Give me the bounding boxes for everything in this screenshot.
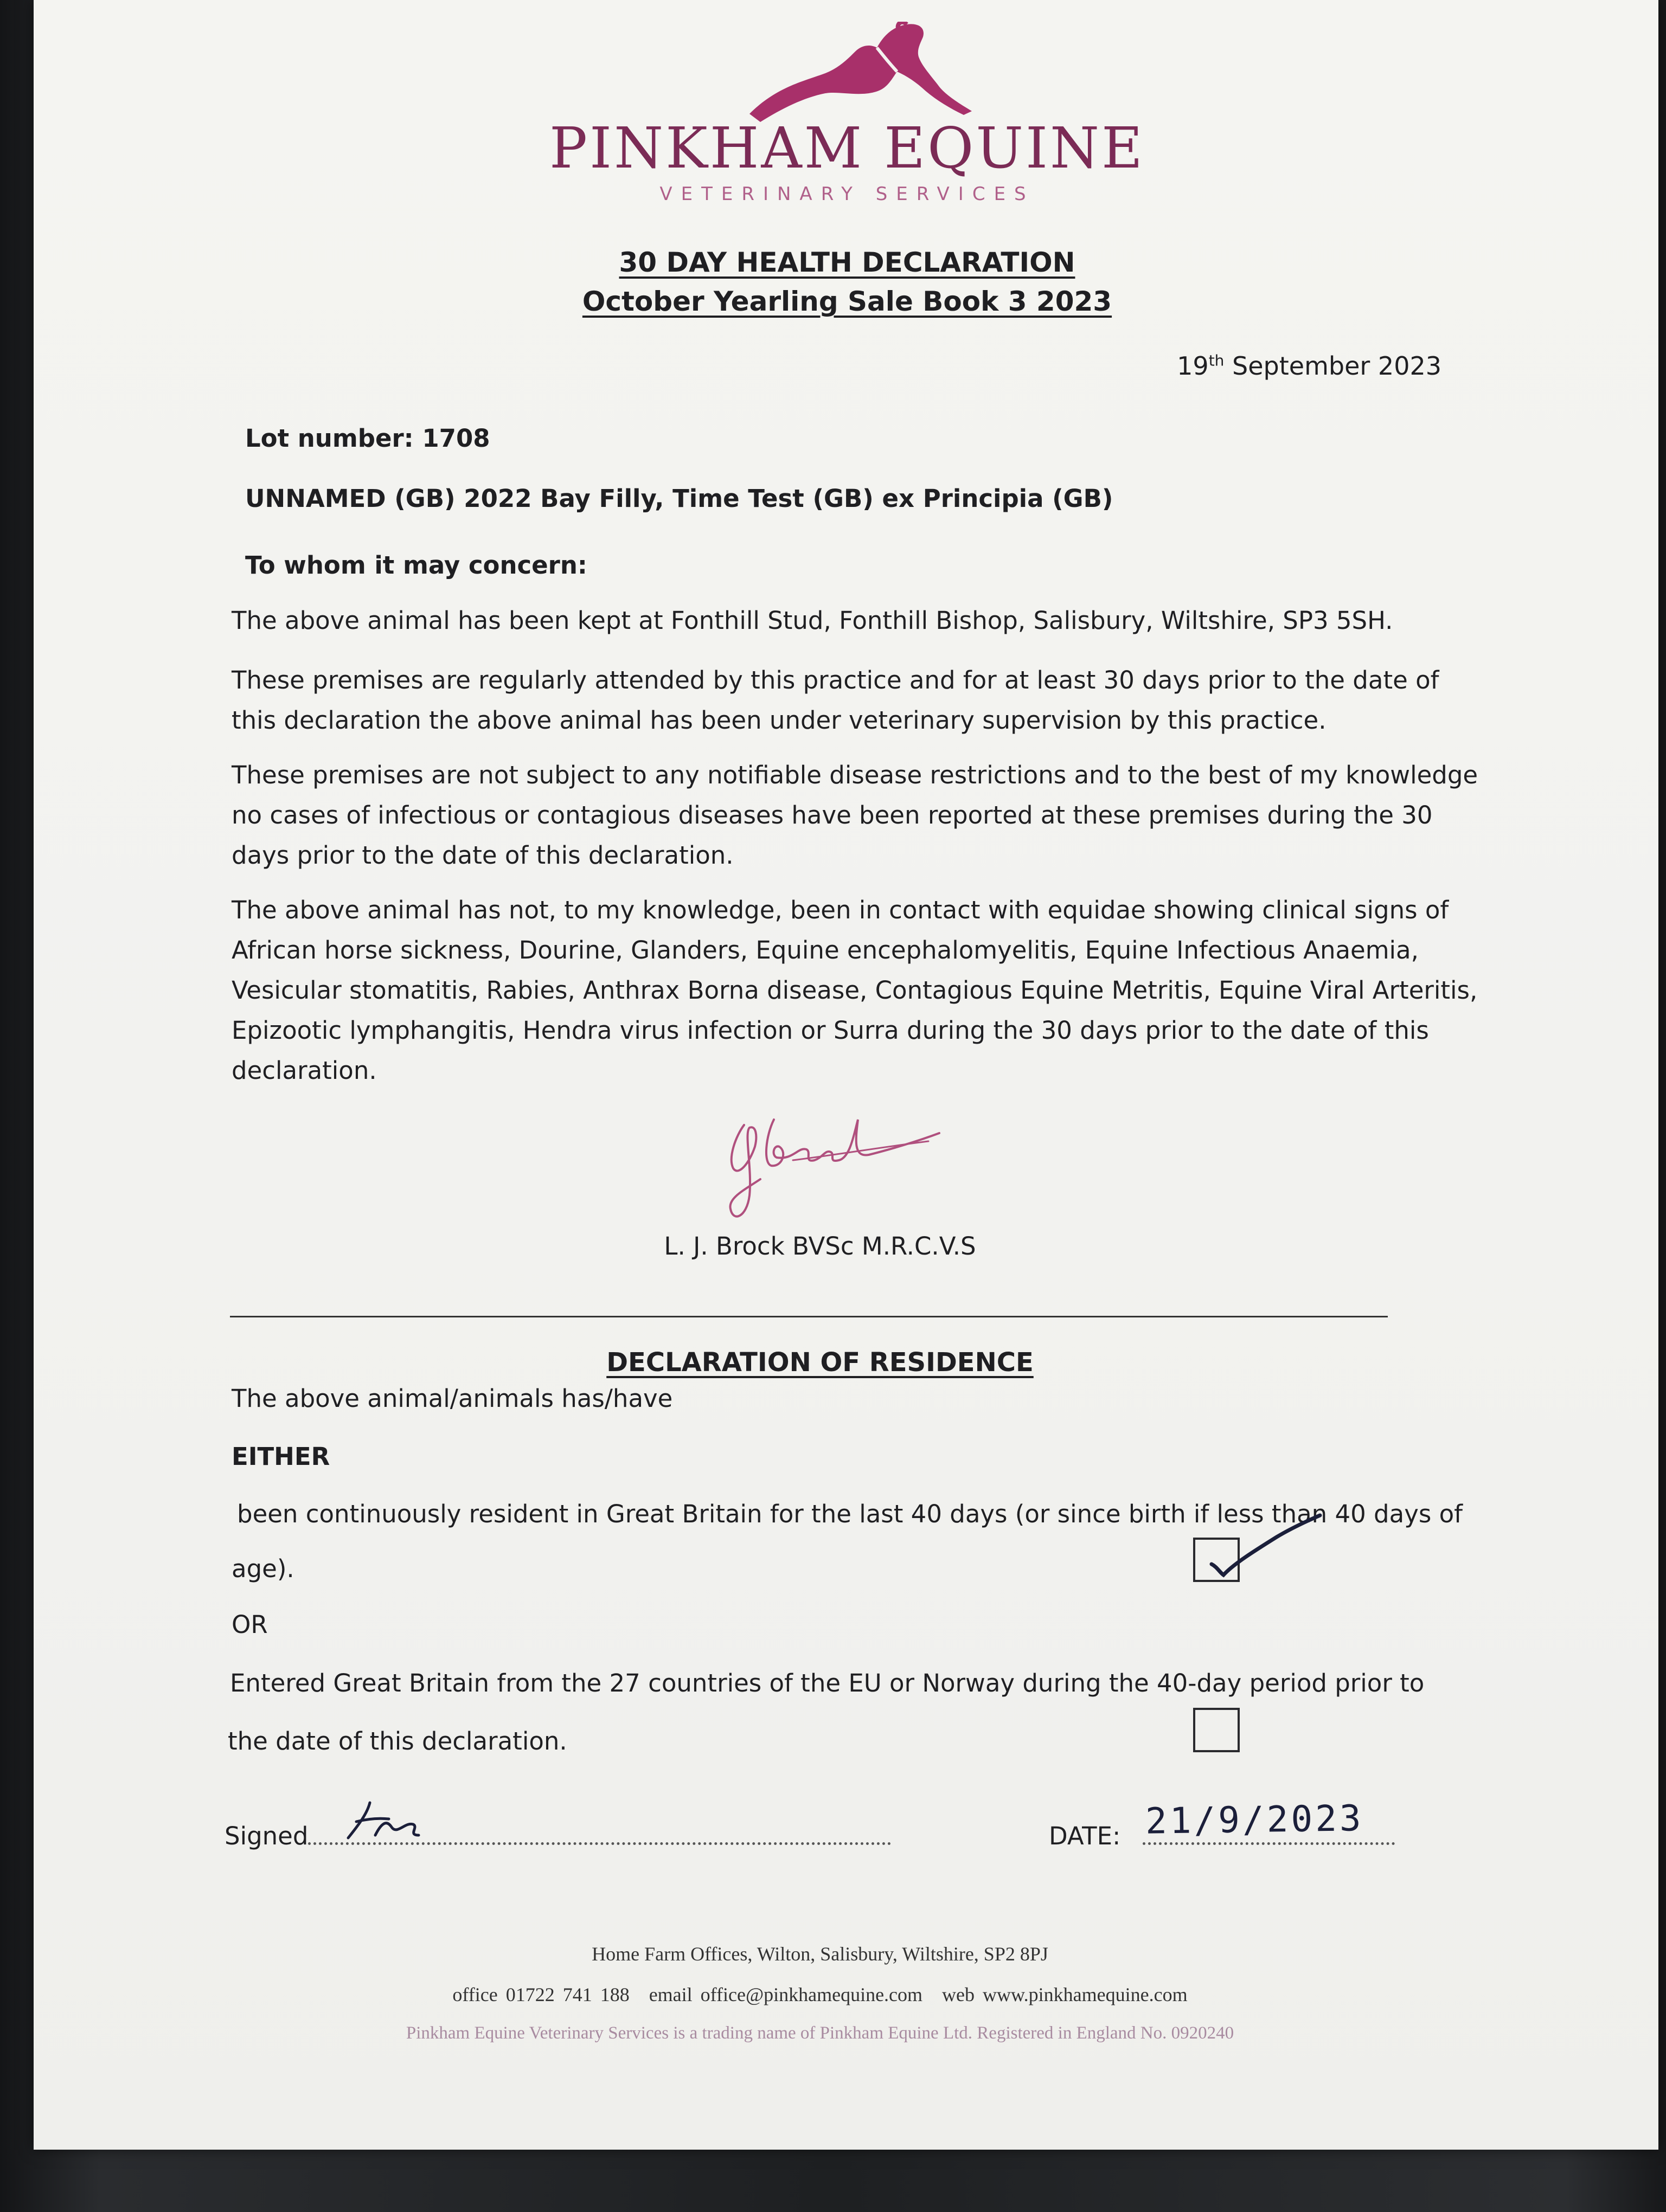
date-label: DATE:	[1049, 1822, 1121, 1850]
either-label: EITHER	[232, 1442, 330, 1471]
paragraph-premises: The above animal has been kept at Fonthill Stud, Fonthill Bishop, Salisbury, Wiltshire, SP3 5SH.	[232, 606, 1393, 635]
footer-web[interactable]: web www.pinkhamequine.com	[942, 1984, 1188, 2005]
or-label: OR	[232, 1610, 268, 1639]
residence-intro: The above animal/animals has/have	[232, 1384, 673, 1413]
horse-description: UNNAMED (GB) 2022 Bay Filly, Time Test (GB) ex Principia (GB)	[245, 484, 1113, 513]
signed-initials	[337, 1797, 446, 1846]
brand-subtitle: VETERINARY SERVICES	[659, 183, 1035, 205]
document-date: 19th September 2023	[1177, 351, 1441, 381]
sale-title: October Yearling Sale Book 3 2023	[582, 286, 1112, 317]
vet-name: L. J. Brock BVSc M.R.C.V.S	[664, 1232, 976, 1261]
signed-label: Signed	[225, 1822, 309, 1850]
footer-address: Home Farm Offices, Wilton, Salisbury, Wiltshire, SP2 8PJ	[592, 1943, 1048, 1965]
date-line[interactable]	[1143, 1842, 1395, 1845]
handwritten-date: 21/9/2023	[1145, 1797, 1364, 1842]
horse-logo-icon	[744, 22, 977, 125]
paragraph-restrictions: These premises are not subject to any notifiable disease restrictions and to the best of my knowledge no cases of infectious or contagious diseases have been reported at these premises during the 30 days prior to the date of this declaration.	[232, 761, 1478, 870]
lot-number: Lot number: 1708	[245, 424, 490, 453]
salutation: To whom it may concern:	[245, 551, 587, 580]
brand-name: PINKHAM EQUINE	[549, 115, 1145, 181]
section-divider	[230, 1316, 1388, 1317]
option-resident-text-cont: age).	[232, 1554, 294, 1583]
paragraph-supervision: These premises are regularly attended by this practice and for at least 30 days prior to the date of this declaration the above animal has been under veterinary supervision by this practice.	[232, 666, 1439, 735]
option-resident-text: been continuously resident in Great Britain for the last 40 days (or since birth if less than 40 days of	[237, 1500, 1463, 1528]
footer-contacts	[34, 1983, 1606, 2006]
option-entered-text-cont: the date of this declaration.	[228, 1727, 567, 1756]
paragraph-diseases: The above animal has not, to my knowledge, been in contact with equidae showing clinical signs of African horse sickness, Dourine, Glanders, Equine encephalomyelitis, Equine Infectious Anaemia, Vesicular stomatitis, Rabies, Anthrax Borna disease, Contagious Equine Metritis, Equine Viral Arteritis, Epizootic lymphangitis, Hendra virus infection or Surra during the 30 days prior to the date of this declaration.	[232, 896, 1478, 1085]
vet-signature	[712, 1103, 956, 1233]
document-page	[34, 0, 1658, 2150]
residence-title: DECLARATION OF RESIDENCE	[606, 1347, 1034, 1378]
option-entered-checkbox[interactable]	[1193, 1708, 1240, 1752]
document-title: 30 DAY HEALTH DECLARATION	[619, 247, 1075, 278]
footer-email[interactable]: email office@pinkhamequine.com	[649, 1984, 923, 2005]
option-entered-text: Entered Great Britain from the 27 countries of the EU or Norway during the 40-day period prior to	[230, 1669, 1425, 1697]
checkmark-icon	[1195, 1513, 1325, 1589]
footer-legal: Pinkham Equine Veterinary Services is a trading name of Pinkham Equine Ltd. Registered in England No. 0920240	[406, 2023, 1234, 2043]
footer-phone: office 01722 741 188	[452, 1984, 630, 2005]
